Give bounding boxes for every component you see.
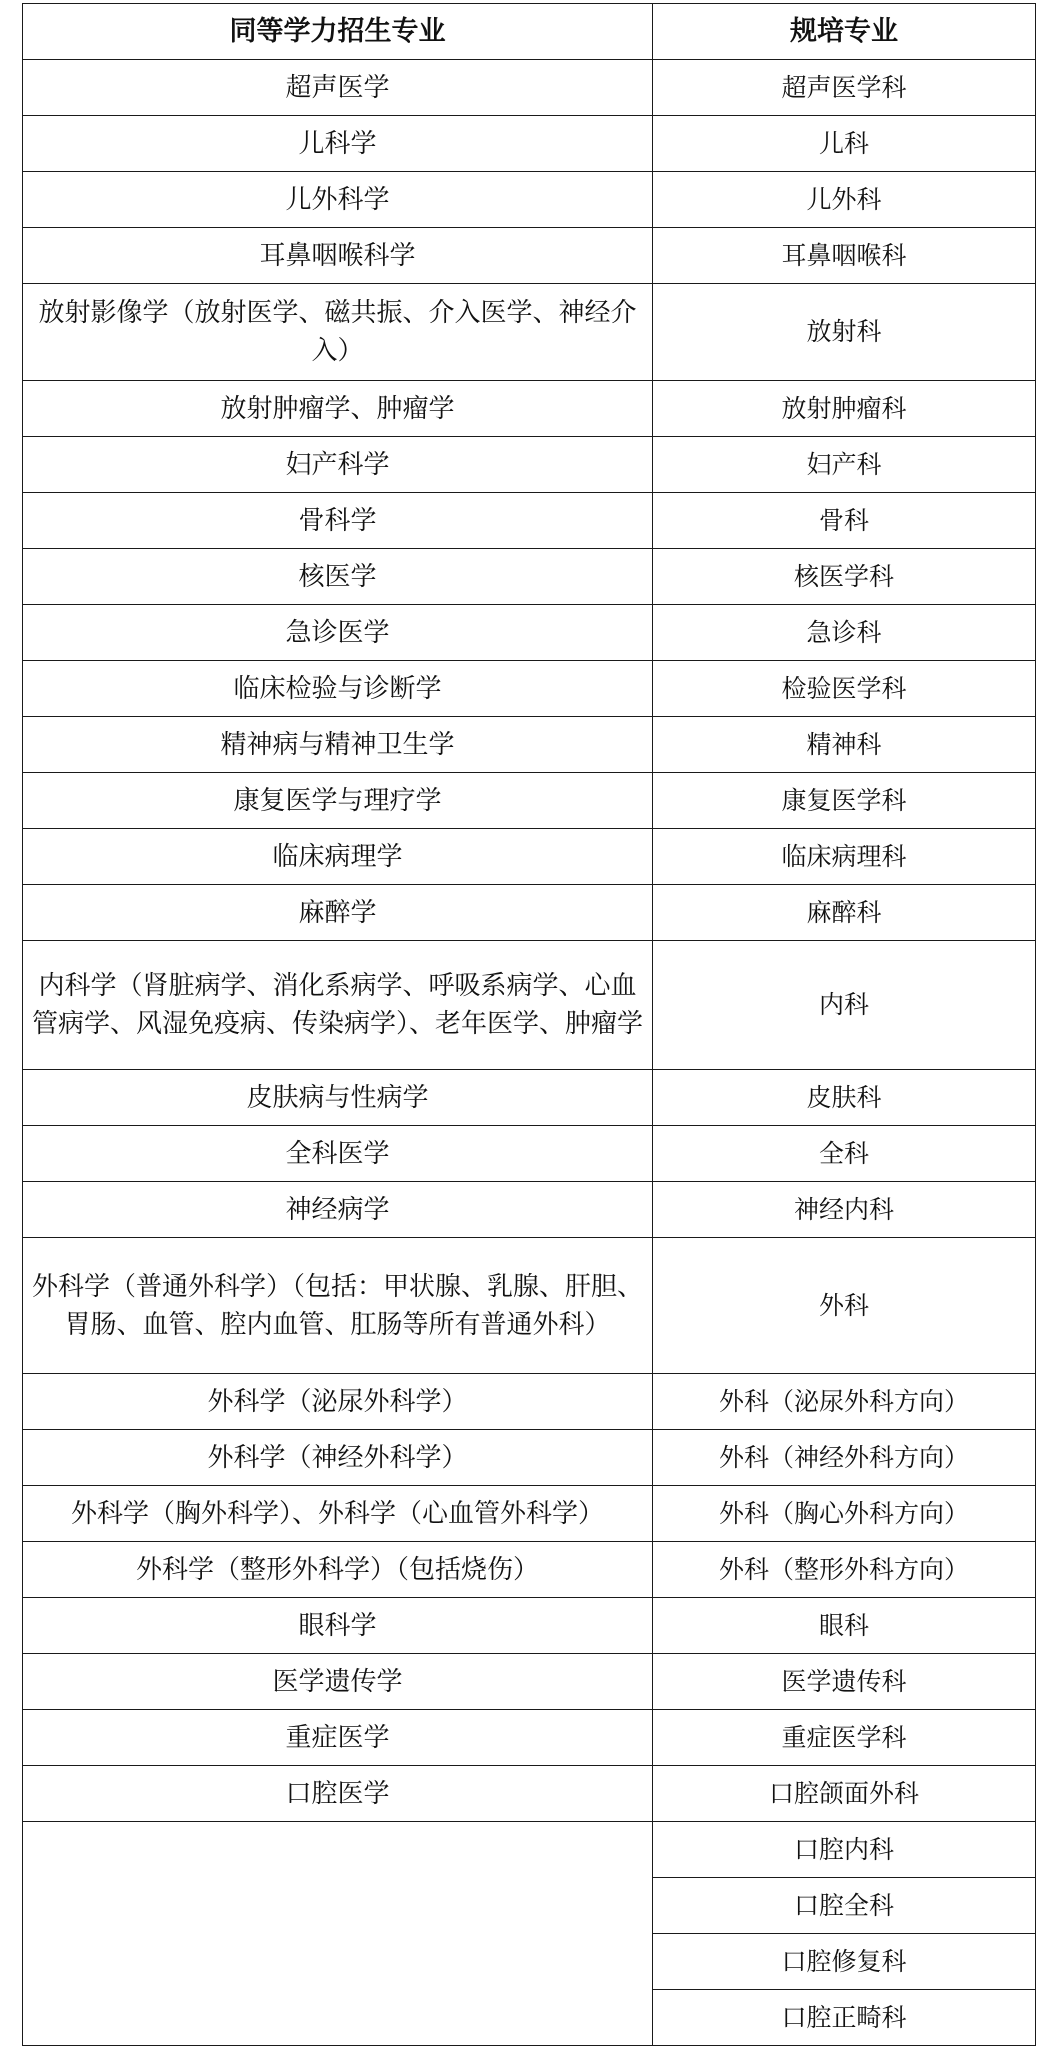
major-mapping-table [22,3,1036,2046]
table-row [23,228,1036,284]
training-major-cell: 外科（神经外科方向） [653,1430,1036,1486]
equivalent-major-cell: 超声医学 [23,60,653,116]
equivalent-major-cell: 内科学（肾脏病学、消化系病学、呼吸系病学、心血管病学、风湿免疫病、传染病学）、老年医学、肿瘤学 [23,941,653,1070]
equivalent-major-cell: 临床检验与诊断学 [23,661,653,717]
equivalent-major-cell: 外科学（普通外科学）（包括：甲状腺、乳腺、肝胆、胃肠、血管、腔内血管、肛肠等所有普通外科） [23,1238,653,1374]
table-row [23,941,1036,1070]
training-major-cell: 核医学科 [653,549,1036,605]
training-major-cell: 重症医学科 [653,1710,1036,1766]
empty-merged-cell [23,1822,653,2046]
training-major-cell: 口腔内科 [653,1822,1036,1878]
table-row [23,284,1036,381]
equivalent-major-cell: 医学遗传学 [23,1654,653,1710]
table-row [23,437,1036,493]
table-row [23,1238,1036,1374]
table-row [23,172,1036,228]
equivalent-major-cell: 外科学（整形外科学）（包括烧伤） [23,1542,653,1598]
table-row [23,1654,1036,1710]
training-major-cell: 口腔正畸科 [653,1990,1036,2046]
training-major-cell: 外科 [653,1238,1036,1374]
equivalent-major-cell: 外科学（胸外科学）、外科学（心血管外科学） [23,1486,653,1542]
equivalent-major-cell: 外科学（泌尿外科学） [23,1374,653,1430]
table-row [23,1070,1036,1126]
table-row [23,1486,1036,1542]
equivalent-major-cell: 神经病学 [23,1182,653,1238]
training-major-cell: 外科（胸心外科方向） [653,1486,1036,1542]
training-major-cell: 口腔颌面外科 [653,1766,1036,1822]
training-major-cell: 口腔修复科 [653,1934,1036,1990]
training-major-cell: 内科 [653,941,1036,1070]
table-row [23,773,1036,829]
training-major-cell: 皮肤科 [653,1070,1036,1126]
table-row [23,1430,1036,1486]
table-row [23,1822,1036,1878]
table-row [23,116,1036,172]
equivalent-major-cell: 放射影像学（放射医学、磁共振、介入医学、神经介入） [23,284,653,381]
table-row [23,605,1036,661]
training-major-cell: 全科 [653,1126,1036,1182]
training-major-cell: 儿科 [653,116,1036,172]
table-row [23,717,1036,773]
training-major-cell: 超声医学科 [653,60,1036,116]
table-row [23,1126,1036,1182]
training-major-cell: 临床病理科 [653,829,1036,885]
equivalent-major-cell: 放射肿瘤学、肿瘤学 [23,381,653,437]
table-row [23,1766,1036,1822]
training-major-cell: 康复医学科 [653,773,1036,829]
equivalent-major-cell: 重症医学 [23,1710,653,1766]
table-row [23,60,1036,116]
equivalent-major-cell: 耳鼻咽喉科学 [23,228,653,284]
equivalent-major-cell: 眼科学 [23,1598,653,1654]
training-major-cell: 骨科 [653,493,1036,549]
table-row [23,549,1036,605]
table-row [23,885,1036,941]
table-row [23,661,1036,717]
equivalent-major-cell: 儿外科学 [23,172,653,228]
training-major-cell: 神经内科 [653,1182,1036,1238]
header-training-major: 规培专业 [653,4,1036,60]
training-major-cell: 麻醉科 [653,885,1036,941]
equivalent-major-cell: 康复医学与理疗学 [23,773,653,829]
table-row [23,1374,1036,1430]
table-row [23,1598,1036,1654]
table-row [23,1182,1036,1238]
equivalent-major-cell: 儿科学 [23,116,653,172]
training-major-cell: 儿外科 [653,172,1036,228]
equivalent-major-cell: 皮肤病与性病学 [23,1070,653,1126]
training-major-cell: 放射肿瘤科 [653,381,1036,437]
equivalent-major-cell: 外科学（神经外科学） [23,1430,653,1486]
training-major-cell: 检验医学科 [653,661,1036,717]
training-major-cell: 医学遗传科 [653,1654,1036,1710]
equivalent-major-cell: 临床病理学 [23,829,653,885]
equivalent-major-cell: 急诊医学 [23,605,653,661]
equivalent-major-cell: 核医学 [23,549,653,605]
header-row [23,4,1036,60]
table-row [23,1542,1036,1598]
training-major-cell: 急诊科 [653,605,1036,661]
training-major-cell: 眼科 [653,1598,1036,1654]
training-major-cell: 耳鼻咽喉科 [653,228,1036,284]
equivalent-major-cell: 妇产科学 [23,437,653,493]
equivalent-major-cell: 口腔医学 [23,1766,653,1822]
training-major-cell: 外科（整形外科方向） [653,1542,1036,1598]
table-row [23,381,1036,437]
equivalent-major-cell: 全科医学 [23,1126,653,1182]
training-major-cell: 外科（泌尿外科方向） [653,1374,1036,1430]
equivalent-major-cell: 麻醉学 [23,885,653,941]
training-major-cell: 放射科 [653,284,1036,381]
table-row [23,1710,1036,1766]
training-major-cell: 精神科 [653,717,1036,773]
equivalent-major-cell: 骨科学 [23,493,653,549]
equivalent-major-cell: 精神病与精神卫生学 [23,717,653,773]
table-row [23,493,1036,549]
training-major-cell: 妇产科 [653,437,1036,493]
table-row [23,829,1036,885]
training-major-cell: 口腔全科 [653,1878,1036,1934]
header-equivalent-major: 同等学力招生专业 [23,4,653,60]
